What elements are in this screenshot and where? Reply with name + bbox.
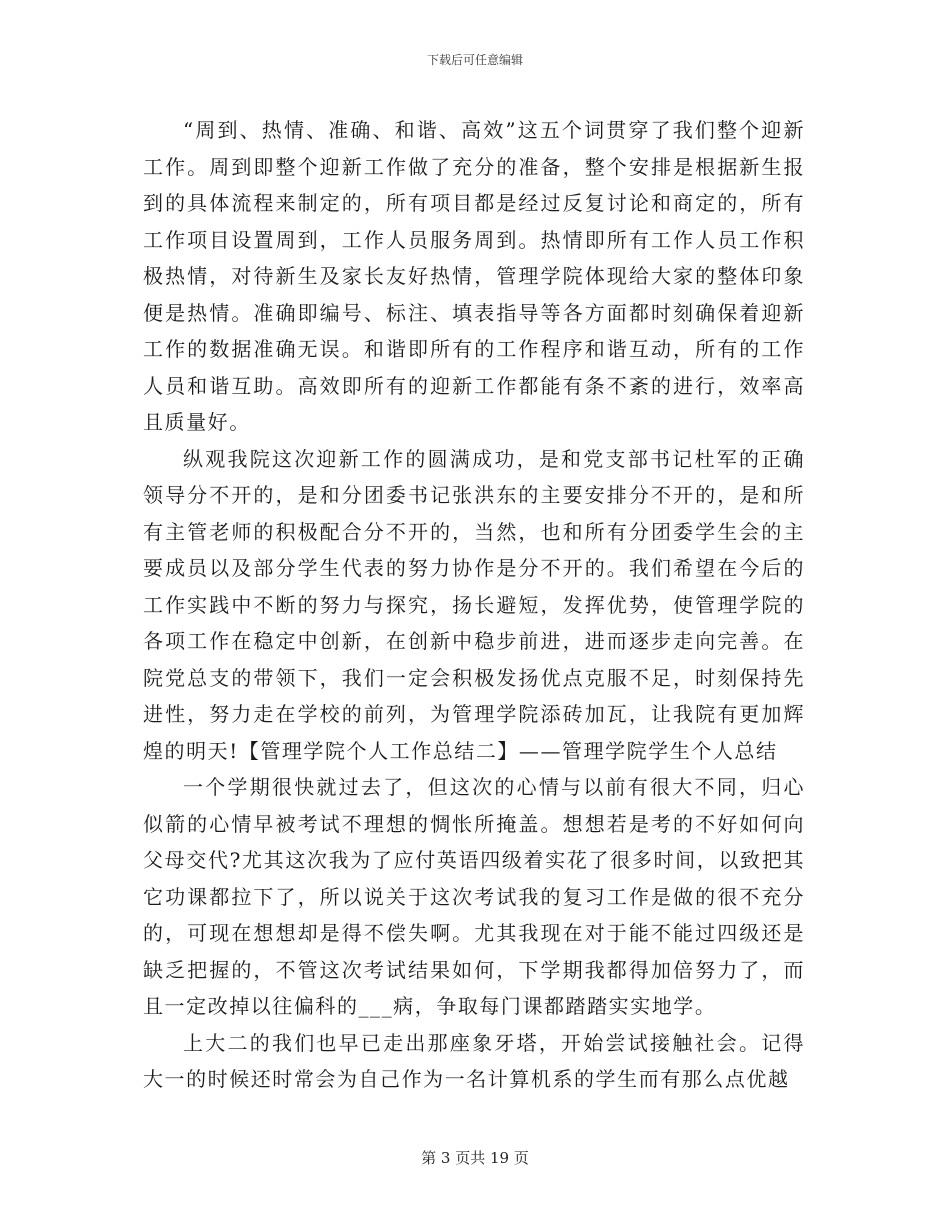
page-number: 第 3 页共 19 页 [421, 1149, 529, 1167]
document-body [143, 112, 805, 1098]
paragraph: 纵观我院这次迎新工作的圆满成功，是和党支部书记杜军的正确领导分不开的，是和分团委书记张洪东的主要安排分不开的，是和所有主管老师的积极配合分不开的，当然，也和所有分团委学生会的主要成员以及部分学生代表的努力协作是分不开的。我们希望在今后的工作实践中不断的努力与探究，扬长避短，发挥优势，使管理学院的各项工作在稳定中创新，在创新中稳步前进，进而逐步走向完善。在院党总支的带领下，我们一定会积极发扬优点克服不足，时刻保持先进性，努力走在学校的前列，为管理学院添砖加瓦，让我院有更加辉煌的明天!【管理学院个人工作总结二】——管理学院学生个人总结 [143, 446, 805, 763]
paragraph: 一个学期很快就过去了，但这次的心情与以前有很大不同，归心似箭的心情早被考试不理想的惆怅所掩盖。想想若是考的不好如何向父母交代?尤其这次我为了应付英语四级着实花了很多时间，以致把其它功课都拉下了，所以说关于这次考试我的复习工作是做的很不充分的，可现在想想却是得不偿失啊。尤其我现在对于能不能过四级还是缺乏把握的，不管这次考试结果如何，下学期我都得加倍努力了，而且一定改掉以往偏科的___病，争取每门课都踏踏实实地学。 [143, 775, 805, 1018]
paragraph: “周到、热情、准确、和谐、高效”这五个词贯穿了我们整个迎新工作。周到即整个迎新工作做了充分的准备，整个安排是根据新生报到的具体流程来制定的，所有项目都是经过反复讨论和商定的，所有工作项目设置周到，工作人员服务周到。热情即所有工作人员工作积极热情，对待新生及家长友好热情，管理学院体现给大家的整体印象便是热情。准确即编号、标注、填表指导等各方面都时刻确保着迎新工作的数据准确无误。和谐即所有的工作程序和谐互动，所有的工作人员和谐互助。高效即所有的迎新工作都能有条不紊的进行，效率高且质量好。 [143, 118, 805, 434]
paragraph: 上大二的我们也早已走出那座象牙塔，开始尝试接触社会。记得大一的时候还时常会为自己作为一名计算机系的学生而有那么点优越 [143, 1030, 805, 1091]
page-header-note: 下载后可任意编辑 [426, 53, 523, 67]
